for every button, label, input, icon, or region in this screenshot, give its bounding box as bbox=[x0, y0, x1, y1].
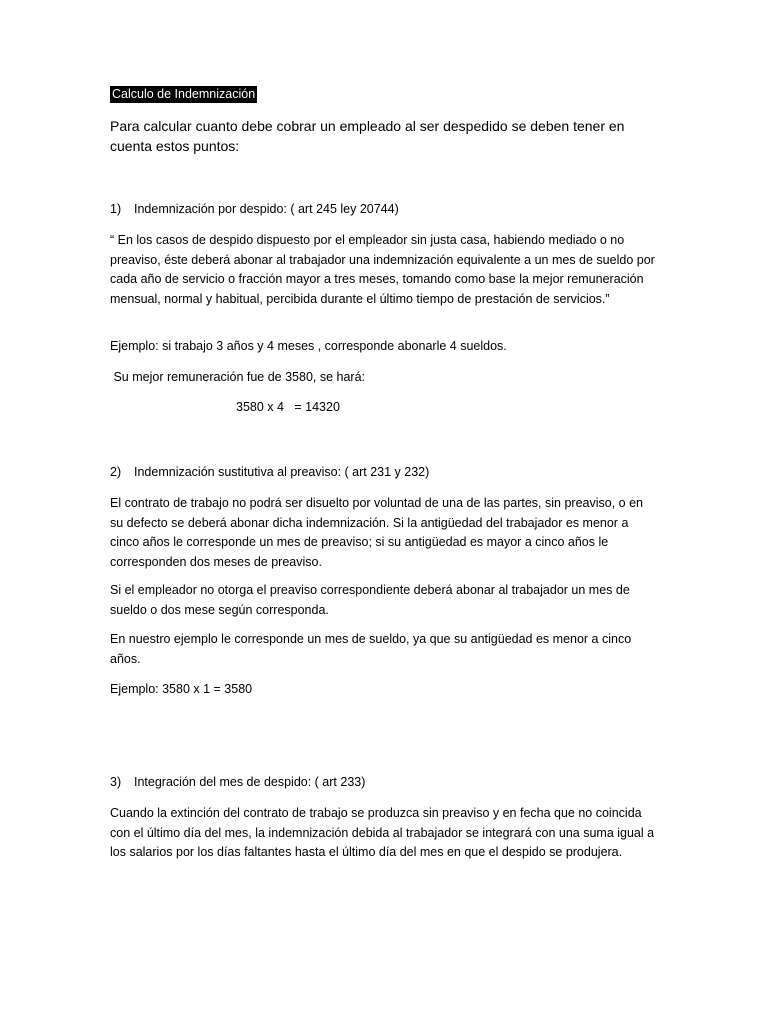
section-3-number: 3) bbox=[110, 775, 122, 789]
section-2-example: Ejemplo: 3580 x 1 = 3580 bbox=[110, 682, 253, 696]
intro-paragraph: Para calcular cuanto debe cobrar un empleado al ser despedido se deben tener en cuenta estos puntos: bbox=[110, 118, 625, 154]
section-1-quote: “ En los casos de despido dispuesto por el empleador sin justa casa, habiendo mediado o no preaviso, éste deberá abonar al trabajador una indemnización equivalente a un mes de sueldo por cada año de servicio o fracción mayor a tres meses, tomando como base la mejor remuneración mensual, normal y habitual, percibida durante el último tiempo de prestación de servicios.” bbox=[110, 233, 655, 306]
section-3-paragraph-1: Cuando la extinción del contrato de trabajo se produzca sin preaviso y en fecha que no coincida con el último día del mes, la indemnización debida al trabajador se integrará con una suma igual a los salarios por los días faltantes hasta el último día del mes en que el despido se produjera. bbox=[110, 806, 655, 859]
section-1-example: Ejemplo: si trabajo 3 años y 4 meses , corresponde abonarle 4 sueldos. bbox=[110, 339, 507, 353]
section-1-number: 1) bbox=[110, 202, 122, 216]
section-1-calculation: 3580 x 4 = 14320 bbox=[236, 400, 340, 414]
document-title: Calculo de Indemnización bbox=[112, 87, 256, 101]
section-3-title: Integración del mes de despido: ( art 233) bbox=[134, 775, 366, 789]
section-1-heading bbox=[110, 200, 399, 218]
section-2-paragraph-1: El contrato de trabajo no podrá ser disuelto por voluntad de una de las partes, sin preaviso, o en su defecto se deberá abonar dicha indemnización. Si la antigüedad del trabajador es menor a cinco años le corresponde un mes de preaviso; si su antigüedad es mayor a cinco años le corresponden dos meses de preaviso. bbox=[110, 496, 643, 569]
section-2-heading bbox=[110, 463, 429, 481]
section-1-title: Indemnización por despido: ( art 245 ley 20744) bbox=[134, 202, 399, 216]
section-3-heading bbox=[110, 773, 365, 791]
section-1-remuneration: Su mejor remuneración fue de 3580, se hará: bbox=[110, 370, 366, 384]
section-2-number: 2) bbox=[110, 465, 122, 479]
section-2-title: Indemnización sustitutiva al preaviso: ( art 231 y 232) bbox=[134, 465, 430, 479]
section-2-paragraph-2: Si el empleador no otorga el preaviso correspondiente deberá abonar al trabajador un mes de sueldo o dos mese según corresponda. bbox=[110, 583, 630, 617]
section-2-paragraph-3: En nuestro ejemplo le corresponde un mes de sueldo, ya que su antigüedad es menor a cinco años. bbox=[110, 632, 632, 666]
